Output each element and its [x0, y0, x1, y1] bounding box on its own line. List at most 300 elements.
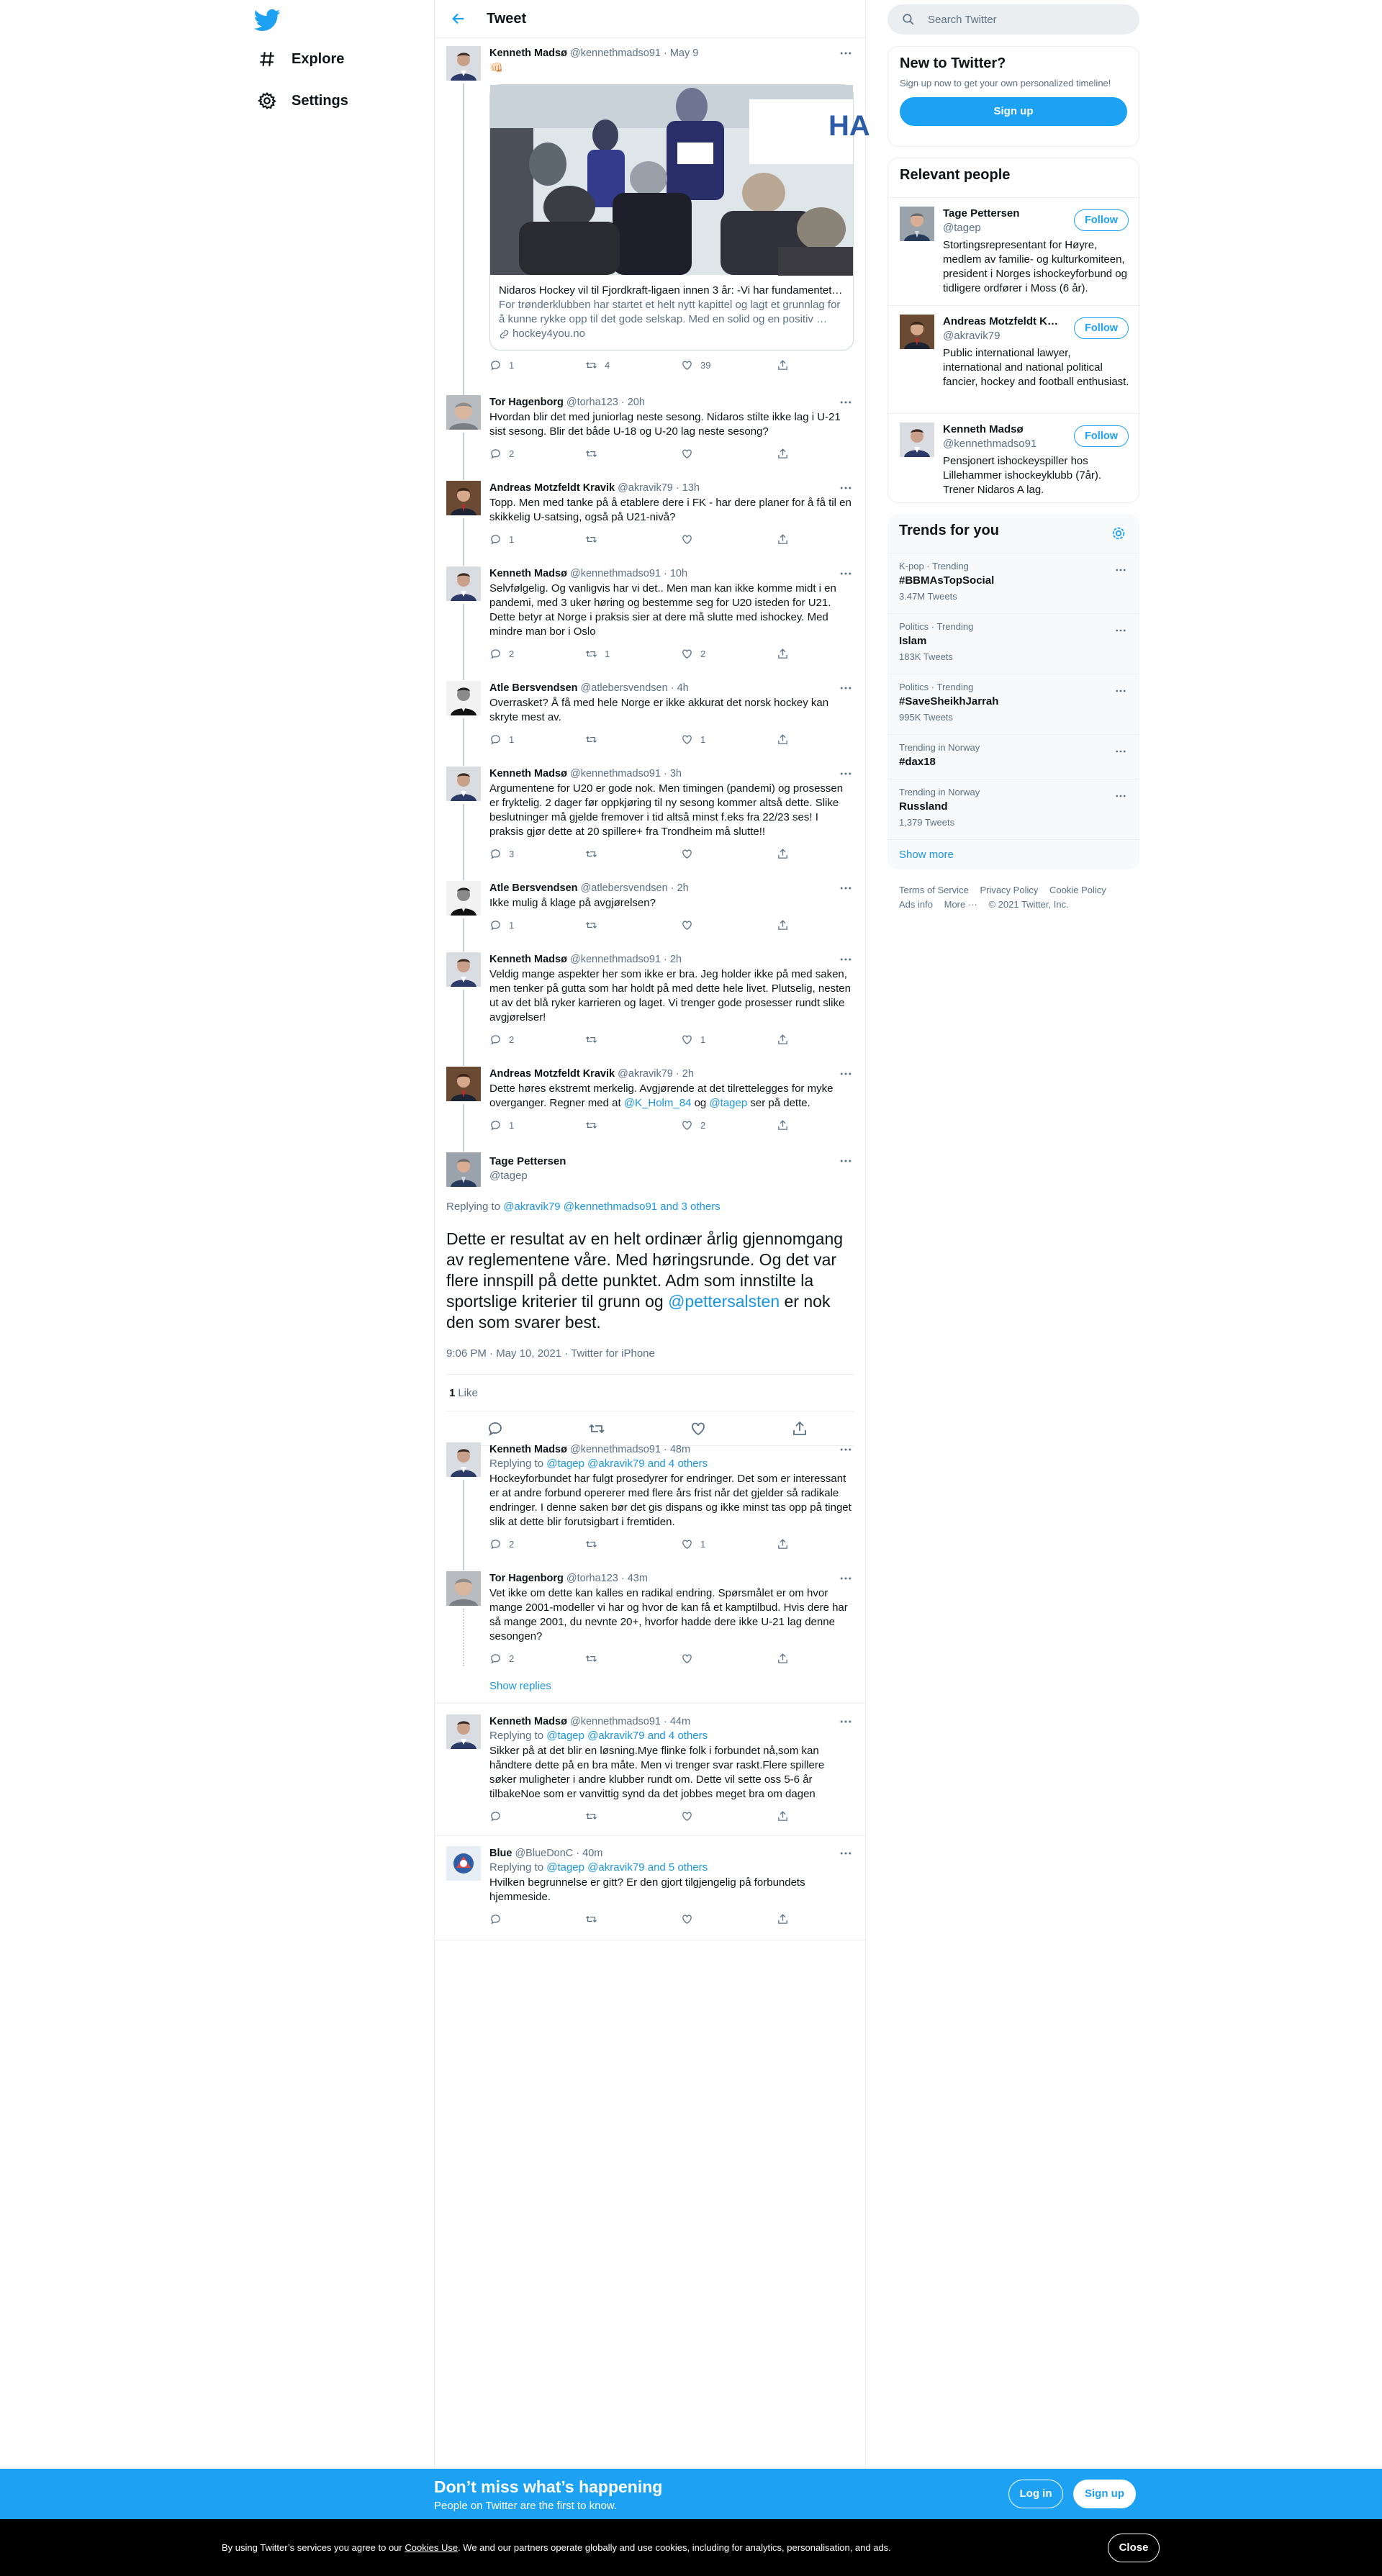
like-count: 1: [700, 1034, 706, 1045]
avatar[interactable]: [446, 46, 481, 81]
cookie-text-part: By using Twitter’s services you agree to our: [222, 2542, 405, 2553]
like-button[interactable]: [681, 919, 700, 931]
follow-button[interactable]: Follow: [1074, 317, 1129, 339]
trend-item[interactable]: [888, 674, 1139, 734]
reply-icon: [489, 359, 502, 371]
replying-to-link[interactable]: @tagep @akravik79 and 4 others: [546, 1458, 708, 1470]
thread-connector-dotted: [463, 1609, 464, 1666]
tweet-time[interactable]: 2h: [677, 882, 689, 894]
trend-item[interactable]: [888, 734, 1139, 779]
retweet-button[interactable]: [585, 1810, 605, 1822]
reply-button[interactable]: [489, 848, 514, 860]
more-options-icon[interactable]: [838, 566, 854, 581]
reply-count: 1: [509, 920, 515, 931]
show-replies-link[interactable]: Show replies: [489, 1680, 551, 1692]
author-name[interactable]: Blue: [489, 1848, 512, 1859]
tweet-text: Selvfølgelig. Og vanligvis har vi det.. Men man kan ikke komme midt i en pandemi, med 3 uker høring og bestemme seg for U20 isteden for U21. Dette betyr at Norge i praksis sier at dere må slutte med ishockey. Med mindre man bor i Oslo: [489, 582, 836, 638]
reply-button[interactable]: [489, 533, 514, 546]
thread-connector: [463, 718, 464, 766]
trend-count: 3.47M Tweets: [899, 591, 957, 602]
avatar[interactable]: [446, 881, 481, 916]
more-options-icon[interactable]: [838, 1442, 854, 1457]
nav-explore[interactable]: [248, 40, 353, 78]
search-input[interactable]: [928, 14, 1115, 26]
share-button[interactable]: [777, 1538, 789, 1550]
link-card[interactable]: [489, 84, 870, 351]
reply-button[interactable]: [489, 919, 514, 931]
person-bio: Stortingsrepresentant for Høyre, medlem av familie- og kulturkomiteen, president i Norges ishockeyforbund og tidligere ordfører i Moss (6 år).: [943, 239, 1127, 294]
share-button[interactable]: [777, 733, 789, 746]
dot-separator: ·: [660, 1444, 670, 1455]
avatar[interactable]: [446, 1714, 481, 1749]
author-name[interactable]: Kenneth Madsø: [489, 568, 567, 579]
hashtag-icon: [257, 49, 277, 69]
like-button[interactable]: [681, 1034, 705, 1046]
author-name[interactable]: Andreas Motzfeldt Kravik: [489, 1068, 615, 1080]
trend-item[interactable]: [888, 779, 1139, 839]
more-options-icon[interactable]: [838, 1571, 854, 1586]
tweet-text-part: og: [691, 1097, 710, 1109]
panel-title: Trends for you: [899, 523, 999, 538]
author-name[interactable]: Andreas Motzfeldt Kravik: [489, 482, 615, 494]
author-handle[interactable]: @tagep: [489, 1170, 528, 1182]
tweet-text: [489, 1082, 854, 1111]
panel-title: New to Twitter?: [900, 55, 1006, 71]
avatar[interactable]: [446, 566, 481, 601]
author-handle[interactable]: @akravik79: [618, 1068, 673, 1080]
likes-stat[interactable]: [446, 1374, 854, 1411]
gear-icon[interactable]: [1111, 525, 1126, 541]
share-icon: [777, 1653, 789, 1665]
nav-settings-label: Settings: [292, 92, 348, 109]
retweet-icon: [585, 1913, 597, 1925]
avatar[interactable]: [446, 952, 481, 987]
retweet-button[interactable]: [585, 1034, 605, 1046]
show-more-link[interactable]: Show more: [888, 839, 1139, 869]
trend-name: #SaveSheikhJarrah: [899, 695, 999, 708]
close-button[interactable]: Close: [1108, 2534, 1160, 2562]
twitter-logo-icon[interactable]: [253, 6, 281, 35]
more-options-icon[interactable]: [1114, 790, 1128, 803]
retweet-count: 1: [605, 648, 610, 659]
heart-icon: [681, 1810, 693, 1822]
reply-icon: [489, 1119, 502, 1131]
trend-item[interactable]: [888, 613, 1139, 674]
like-button[interactable]: [681, 1913, 700, 1925]
reply-icon: [489, 448, 502, 460]
tweet-text: Overrasket? Å få med hele Norge er ikke akkurat det norsk hockey kan skryte mest av.: [489, 697, 829, 723]
trend-name: Russland: [899, 800, 948, 813]
sign-up-button[interactable]: Sign up: [900, 97, 1127, 126]
nav-explore-label: Explore: [292, 50, 345, 67]
person-card[interactable]: [888, 413, 1140, 504]
more-options-icon[interactable]: [1114, 564, 1128, 577]
reply-button[interactable]: [489, 359, 514, 371]
thread-connector: [463, 804, 464, 880]
like-count: 2: [700, 1120, 706, 1131]
person-handle[interactable]: @tagep: [943, 222, 981, 234]
author-name[interactable]: Kenneth Madsø: [489, 1444, 567, 1455]
author-name[interactable]: Kenneth Madsø: [489, 1716, 567, 1727]
dot-separator: ·: [573, 1848, 583, 1859]
trend-name: #dax18: [899, 756, 936, 768]
footer-links: [899, 883, 1137, 912]
author-name[interactable]: Kenneth Madsø: [489, 954, 567, 965]
replying-to-link[interactable]: @tagep @akravik79 and 5 others: [546, 1861, 708, 1874]
author-name[interactable]: Tage Pettersen: [489, 1155, 566, 1167]
heart-icon: [681, 1034, 693, 1046]
reply-icon: [489, 533, 502, 546]
replying-to-link[interactable]: @akravik79 @kennethmadso91 and 3 others: [503, 1201, 721, 1213]
retweet-button[interactable]: [585, 848, 605, 860]
author-handle[interactable]: @akravik79: [618, 482, 673, 494]
cookie-link[interactable]: Cookie Policy: [1049, 885, 1106, 895]
trend-item[interactable]: [888, 553, 1139, 613]
tweet-time[interactable]: 20h: [627, 397, 645, 408]
like-button[interactable]: [681, 359, 710, 371]
signup-banner: [0, 2469, 1382, 2519]
reply-button[interactable]: [489, 1119, 514, 1131]
gear-icon: [257, 91, 277, 111]
focused-actions: [446, 1411, 854, 1446]
like-button[interactable]: [681, 1538, 705, 1550]
retweet-button[interactable]: [585, 1913, 605, 1925]
card-title: Nidaros Hockey vil til Fjordkraft-ligaen innen 3 år: -Vi har fundamentet…: [499, 284, 843, 297]
heart-icon: [681, 848, 693, 860]
heart-icon[interactable]: [690, 1420, 707, 1437]
like-button[interactable]: [681, 1653, 700, 1665]
reply-button[interactable]: [489, 1913, 509, 1925]
avatar[interactable]: [900, 207, 934, 241]
like-button[interactable]: [681, 848, 700, 860]
heart-icon: [681, 1653, 693, 1665]
person-bio: Public international lawyer, international and national political fancier, hockey and football enthusiast.: [943, 347, 1129, 388]
person-name[interactable]: Tage Pettersen: [943, 207, 1020, 220]
follow-button[interactable]: Follow: [1074, 209, 1129, 231]
trends-panel: [888, 514, 1139, 869]
tweet-timestamp[interactable]: 9:06 PM · May 10, 2021 · Twitter for iPhone: [446, 1347, 655, 1360]
search-icon: [902, 13, 915, 26]
reply-button[interactable]: [489, 1034, 514, 1046]
more-options-icon[interactable]: [838, 481, 854, 495]
like-button[interactable]: [681, 533, 700, 546]
card-image-hockey: [490, 85, 870, 275]
thread-connector: [463, 1104, 464, 1152]
author-name[interactable]: Tor Hagenborg: [489, 397, 564, 408]
more-options-icon[interactable]: [838, 1714, 854, 1729]
author-handle[interactable]: @kennethmadso91: [569, 954, 661, 965]
share-icon: [777, 1913, 789, 1925]
thread-connector: [463, 433, 464, 480]
trend-context: Trending in Norway: [899, 787, 980, 797]
cookies-use-link[interactable]: Cookies Use: [405, 2542, 459, 2553]
retweet-button[interactable]: [585, 1653, 605, 1665]
replying-to-link[interactable]: @tagep @akravik79 and 4 others: [546, 1730, 708, 1742]
avatar[interactable]: [446, 1571, 481, 1606]
more-options-icon[interactable]: [1114, 745, 1128, 758]
person-handle[interactable]: @akravik79: [943, 330, 1001, 342]
card-description: For trønderklubben har startet et helt nytt kapittel og lagt et grunnlag for å kunne rykke opp til det gode selskap. Med en solid og en positiv …: [499, 299, 841, 325]
tweet-time[interactable]: 10h: [669, 568, 688, 579]
dot-separator: ·: [672, 1068, 682, 1080]
tweet-time[interactable]: May 9: [669, 48, 699, 59]
trend-count: 1,379 Tweets: [899, 817, 955, 828]
search-box[interactable]: [888, 4, 1139, 35]
mention-link[interactable]: @K_Holm_84: [623, 1097, 692, 1109]
retweet-icon: [585, 1653, 597, 1665]
replying-prefix: Replying to: [489, 1730, 547, 1742]
tweet-text: Hvilken begrunnelse er gitt? Er den gjort tilgjengelig på forbundets hjemmeside.: [489, 1876, 805, 1903]
share-icon: [777, 1538, 789, 1550]
person-card[interactable]: [888, 305, 1140, 413]
ads-info-link[interactable]: Ads info: [899, 899, 933, 910]
retweet-button[interactable]: [585, 448, 605, 460]
reply-button[interactable]: [489, 448, 514, 460]
likes-label: Like: [458, 1386, 478, 1399]
trend-name: Islam: [899, 635, 927, 647]
mention-link[interactable]: @tagep: [709, 1097, 748, 1109]
tweet-text-part: ser på dette.: [747, 1097, 810, 1109]
retweet-count: 4: [605, 360, 610, 371]
heart-icon: [681, 919, 693, 931]
retweet-icon: [585, 848, 597, 860]
share-button[interactable]: [777, 533, 789, 546]
share-button[interactable]: [777, 359, 789, 371]
focused-tweet-text: [446, 1229, 854, 1333]
share-button[interactable]: [777, 648, 789, 660]
avatar[interactable]: [900, 315, 934, 349]
more-options-icon[interactable]: [1114, 684, 1128, 697]
trend-context: Politics · Trending: [899, 682, 974, 692]
tweet-time[interactable]: 13h: [682, 482, 700, 494]
tweet-time[interactable]: 40m: [582, 1848, 603, 1859]
reply-icon: [489, 1810, 502, 1822]
relevant-people-panel: [888, 158, 1139, 503]
retweet-button[interactable]: [585, 648, 610, 660]
author-name[interactable]: Kenneth Madsø: [489, 768, 567, 779]
like-button[interactable]: [681, 648, 705, 660]
reply-icon: [489, 1538, 502, 1550]
author-handle[interactable]: @kennethmadso91: [569, 1716, 661, 1727]
like-button[interactable]: [681, 1119, 705, 1131]
sign-up-button[interactable]: Sign up: [1073, 2480, 1136, 2508]
avatar[interactable]: [446, 1442, 481, 1477]
heart-icon: [681, 1913, 693, 1925]
retweet-button[interactable]: [585, 1538, 605, 1550]
person-handle[interactable]: @kennethmadso91: [943, 438, 1037, 450]
reply-button[interactable]: [489, 1810, 509, 1822]
banner-title: Don’t miss what’s happening: [434, 2477, 663, 2496]
likes-number: 1: [449, 1386, 456, 1399]
retweet-icon: [585, 1119, 597, 1131]
reply-count: 2: [509, 648, 515, 659]
person-card[interactable]: [888, 197, 1140, 305]
reply-count: 2: [509, 448, 515, 459]
share-icon[interactable]: [791, 1420, 808, 1437]
person-name[interactable]: Kenneth Madsø: [943, 423, 1024, 435]
reply-icon: [489, 648, 502, 660]
avatar[interactable]: [446, 1846, 481, 1881]
author-name[interactable]: Atle Bersvendsen: [489, 682, 578, 694]
tweet-time[interactable]: 2h: [682, 1068, 694, 1080]
like-button[interactable]: [681, 1810, 700, 1822]
share-button[interactable]: [777, 1119, 789, 1131]
avatar[interactable]: [900, 422, 934, 457]
author-handle[interactable]: @torha123: [566, 1573, 618, 1584]
author-name[interactable]: Kenneth Madsø: [489, 48, 567, 59]
tweet-time[interactable]: 3h: [669, 768, 682, 779]
reply-count: 2: [509, 1034, 515, 1045]
trend-count: 995K Tweets: [899, 712, 953, 723]
like-button[interactable]: [681, 448, 700, 460]
new-to-twitter-panel: [888, 46, 1139, 147]
reply-icon: [489, 1653, 502, 1665]
reply-icon: [489, 1034, 502, 1046]
tweet-text: 👊🏻: [489, 62, 503, 74]
author-handle[interactable]: @kennethmadso91: [569, 48, 661, 59]
share-button[interactable]: [777, 1653, 789, 1665]
retweet-icon[interactable]: [588, 1420, 605, 1437]
more-options-icon[interactable]: [838, 1154, 854, 1168]
more-options-icon[interactable]: [838, 395, 854, 410]
share-icon: [777, 1810, 789, 1822]
share-button[interactable]: [777, 448, 789, 460]
back-arrow-icon[interactable]: [446, 6, 471, 31]
privacy-link[interactable]: Privacy Policy: [980, 885, 1039, 895]
reply-button[interactable]: [489, 1653, 514, 1665]
more-options-icon[interactable]: [838, 767, 854, 781]
tweet-text: Hockeyforbundet har fulgt prosedyrer for endringer. Det som er interessant er at andre forbund opererer med flere års frist når det gjelder så radikale endringer. I denne saken bør det gis dispans og ikke minst tas opp på tinget slik at dette blir forutsigbart i fremtiden.: [489, 1473, 852, 1528]
thread-connector: [463, 918, 464, 952]
avatar[interactable]: [446, 1067, 481, 1101]
retweet-icon: [585, 1538, 597, 1550]
more-options-icon[interactable]: [838, 1846, 854, 1861]
author-handle[interactable]: @atlebersvendsen: [580, 682, 668, 694]
more-link[interactable]: More ···: [944, 899, 977, 910]
retweet-icon: [585, 359, 597, 371]
avatar[interactable]: [446, 395, 481, 430]
cookie-text: [222, 2542, 891, 2553]
retweet-button[interactable]: [585, 1119, 605, 1131]
avatar[interactable]: [446, 1152, 481, 1187]
mention-link[interactable]: @pettersalsten: [668, 1292, 780, 1311]
dot-separator: ·: [660, 48, 670, 59]
tweet-time[interactable]: 44m: [669, 1716, 691, 1727]
more-options-icon[interactable]: [838, 46, 854, 60]
more-options-icon[interactable]: [1114, 624, 1128, 637]
retweet-icon: [585, 919, 597, 931]
dot-separator: ·: [660, 568, 670, 579]
author-name[interactable]: Tor Hagenborg: [489, 1573, 564, 1584]
retweet-button[interactable]: [585, 919, 605, 931]
heart-icon: [681, 359, 693, 371]
follow-button[interactable]: Follow: [1074, 425, 1129, 447]
retweet-button[interactable]: [585, 533, 605, 546]
more-options-icon[interactable]: [838, 952, 854, 967]
tweet-time[interactable]: 43m: [627, 1573, 648, 1584]
reply-count: 1: [509, 360, 515, 371]
banner-subtitle: People on Twitter are the first to know.: [434, 2500, 618, 2512]
author-handle[interactable]: @atlebersvendsen: [580, 882, 668, 894]
tweet-text-part: Dette er resultat av en helt ordinær årlig gjennomgang av reglementene våre. Med høringsrunde. Og det var flere innspill på dette punktet. Adm som innstilte la sportslige kriterier til grunn og: [446, 1229, 844, 1311]
share-icon: [777, 919, 789, 931]
retweet-icon: [585, 533, 597, 546]
tweet-time[interactable]: 2h: [669, 954, 682, 965]
tweet-time[interactable]: 48m: [669, 1444, 691, 1455]
trend-context: K-pop · Trending: [899, 561, 969, 571]
reply-icon: [489, 1913, 502, 1925]
author-handle[interactable]: @torha123: [566, 397, 618, 408]
dot-separator: ·: [667, 882, 677, 894]
copyright: © 2021 Twitter, Inc.: [988, 899, 1069, 910]
log-in-button[interactable]: Log in: [1008, 2480, 1063, 2508]
share-icon: [777, 359, 789, 371]
like-count: 2: [700, 648, 706, 659]
reply-icon[interactable]: [487, 1420, 504, 1437]
tweet-text-part: Dette høres ekstremt merkelig. Avgjørende at det tilrettelegges for myke overganger. Regner med at: [489, 1083, 834, 1109]
share-button[interactable]: [777, 1034, 789, 1046]
share-button[interactable]: [777, 1913, 789, 1925]
share-icon: [777, 448, 789, 460]
person-name[interactable]: Andreas Motzfeldt K…: [943, 315, 1059, 327]
share-icon: [777, 533, 789, 546]
reply-button[interactable]: [489, 733, 514, 746]
reply-count: 3: [509, 849, 515, 859]
share-button[interactable]: [777, 848, 789, 860]
like-button[interactable]: [681, 733, 705, 746]
thread-connector: [463, 1480, 464, 1571]
cookie-text-part: . We and our partners operate globally and use cookies, including for analytics, personalisation, and ads.: [458, 2542, 891, 2553]
author-handle[interactable]: @kennethmadso91: [569, 768, 661, 779]
retweet-button[interactable]: [585, 359, 610, 371]
author-handle[interactable]: @kennethmadso91: [569, 568, 661, 579]
share-icon: [777, 848, 789, 860]
more-options-icon[interactable]: [838, 1067, 854, 1081]
reply-count: 1: [509, 534, 515, 545]
heart-icon: [681, 648, 693, 660]
author-name[interactable]: Atle Bersvendsen: [489, 882, 578, 894]
panel-subtitle: Sign up now to get your own personalized timeline!: [900, 78, 1111, 89]
avatar[interactable]: [446, 767, 481, 801]
person-bio: Pensjonert ishockeyspiller hos Lillehammer ishockeyklubb (7år). Trener Nidaros A lag.: [943, 455, 1102, 496]
retweet-icon: [585, 648, 597, 660]
retweet-icon: [585, 733, 597, 746]
reply-icon: [489, 919, 502, 931]
reply-button[interactable]: [489, 1538, 514, 1550]
avatar[interactable]: [446, 681, 481, 715]
dot-separator: ·: [660, 1716, 670, 1727]
share-button[interactable]: [777, 1810, 789, 1822]
avatar[interactable]: [446, 481, 481, 515]
dot-separator: ·: [667, 682, 677, 694]
tweet-text: Sikker på at det blir en løsning.Mye flinke folk i forbundet nå,som kan håndtere dette på en bra måte. Men vi trenger svar raskt.Flere spillere søker muligheter i andre klubber rundt om. Dette vil sette oss 5-6 år tilbakeNoe som er vanvittig synd da det jobbes meget bra om dagen: [489, 1745, 825, 1800]
retweet-button[interactable]: [585, 733, 605, 746]
author-handle[interactable]: @kennethmadso91: [569, 1444, 661, 1455]
retweet-icon: [585, 1034, 597, 1046]
reply-button[interactable]: [489, 648, 514, 660]
terms-link[interactable]: Terms of Service: [899, 885, 969, 895]
more-options-icon[interactable]: [838, 681, 854, 695]
author-handle[interactable]: @BlueDonC: [515, 1848, 574, 1859]
nav-settings[interactable]: [248, 82, 357, 119]
like-count: 1: [700, 1539, 706, 1550]
center-column: [434, 0, 870, 2469]
share-icon: [777, 648, 789, 660]
share-button[interactable]: [777, 919, 789, 931]
tweet-time[interactable]: 4h: [677, 682, 689, 694]
reply-count: 1: [509, 1120, 515, 1131]
more-options-icon[interactable]: [838, 881, 854, 895]
